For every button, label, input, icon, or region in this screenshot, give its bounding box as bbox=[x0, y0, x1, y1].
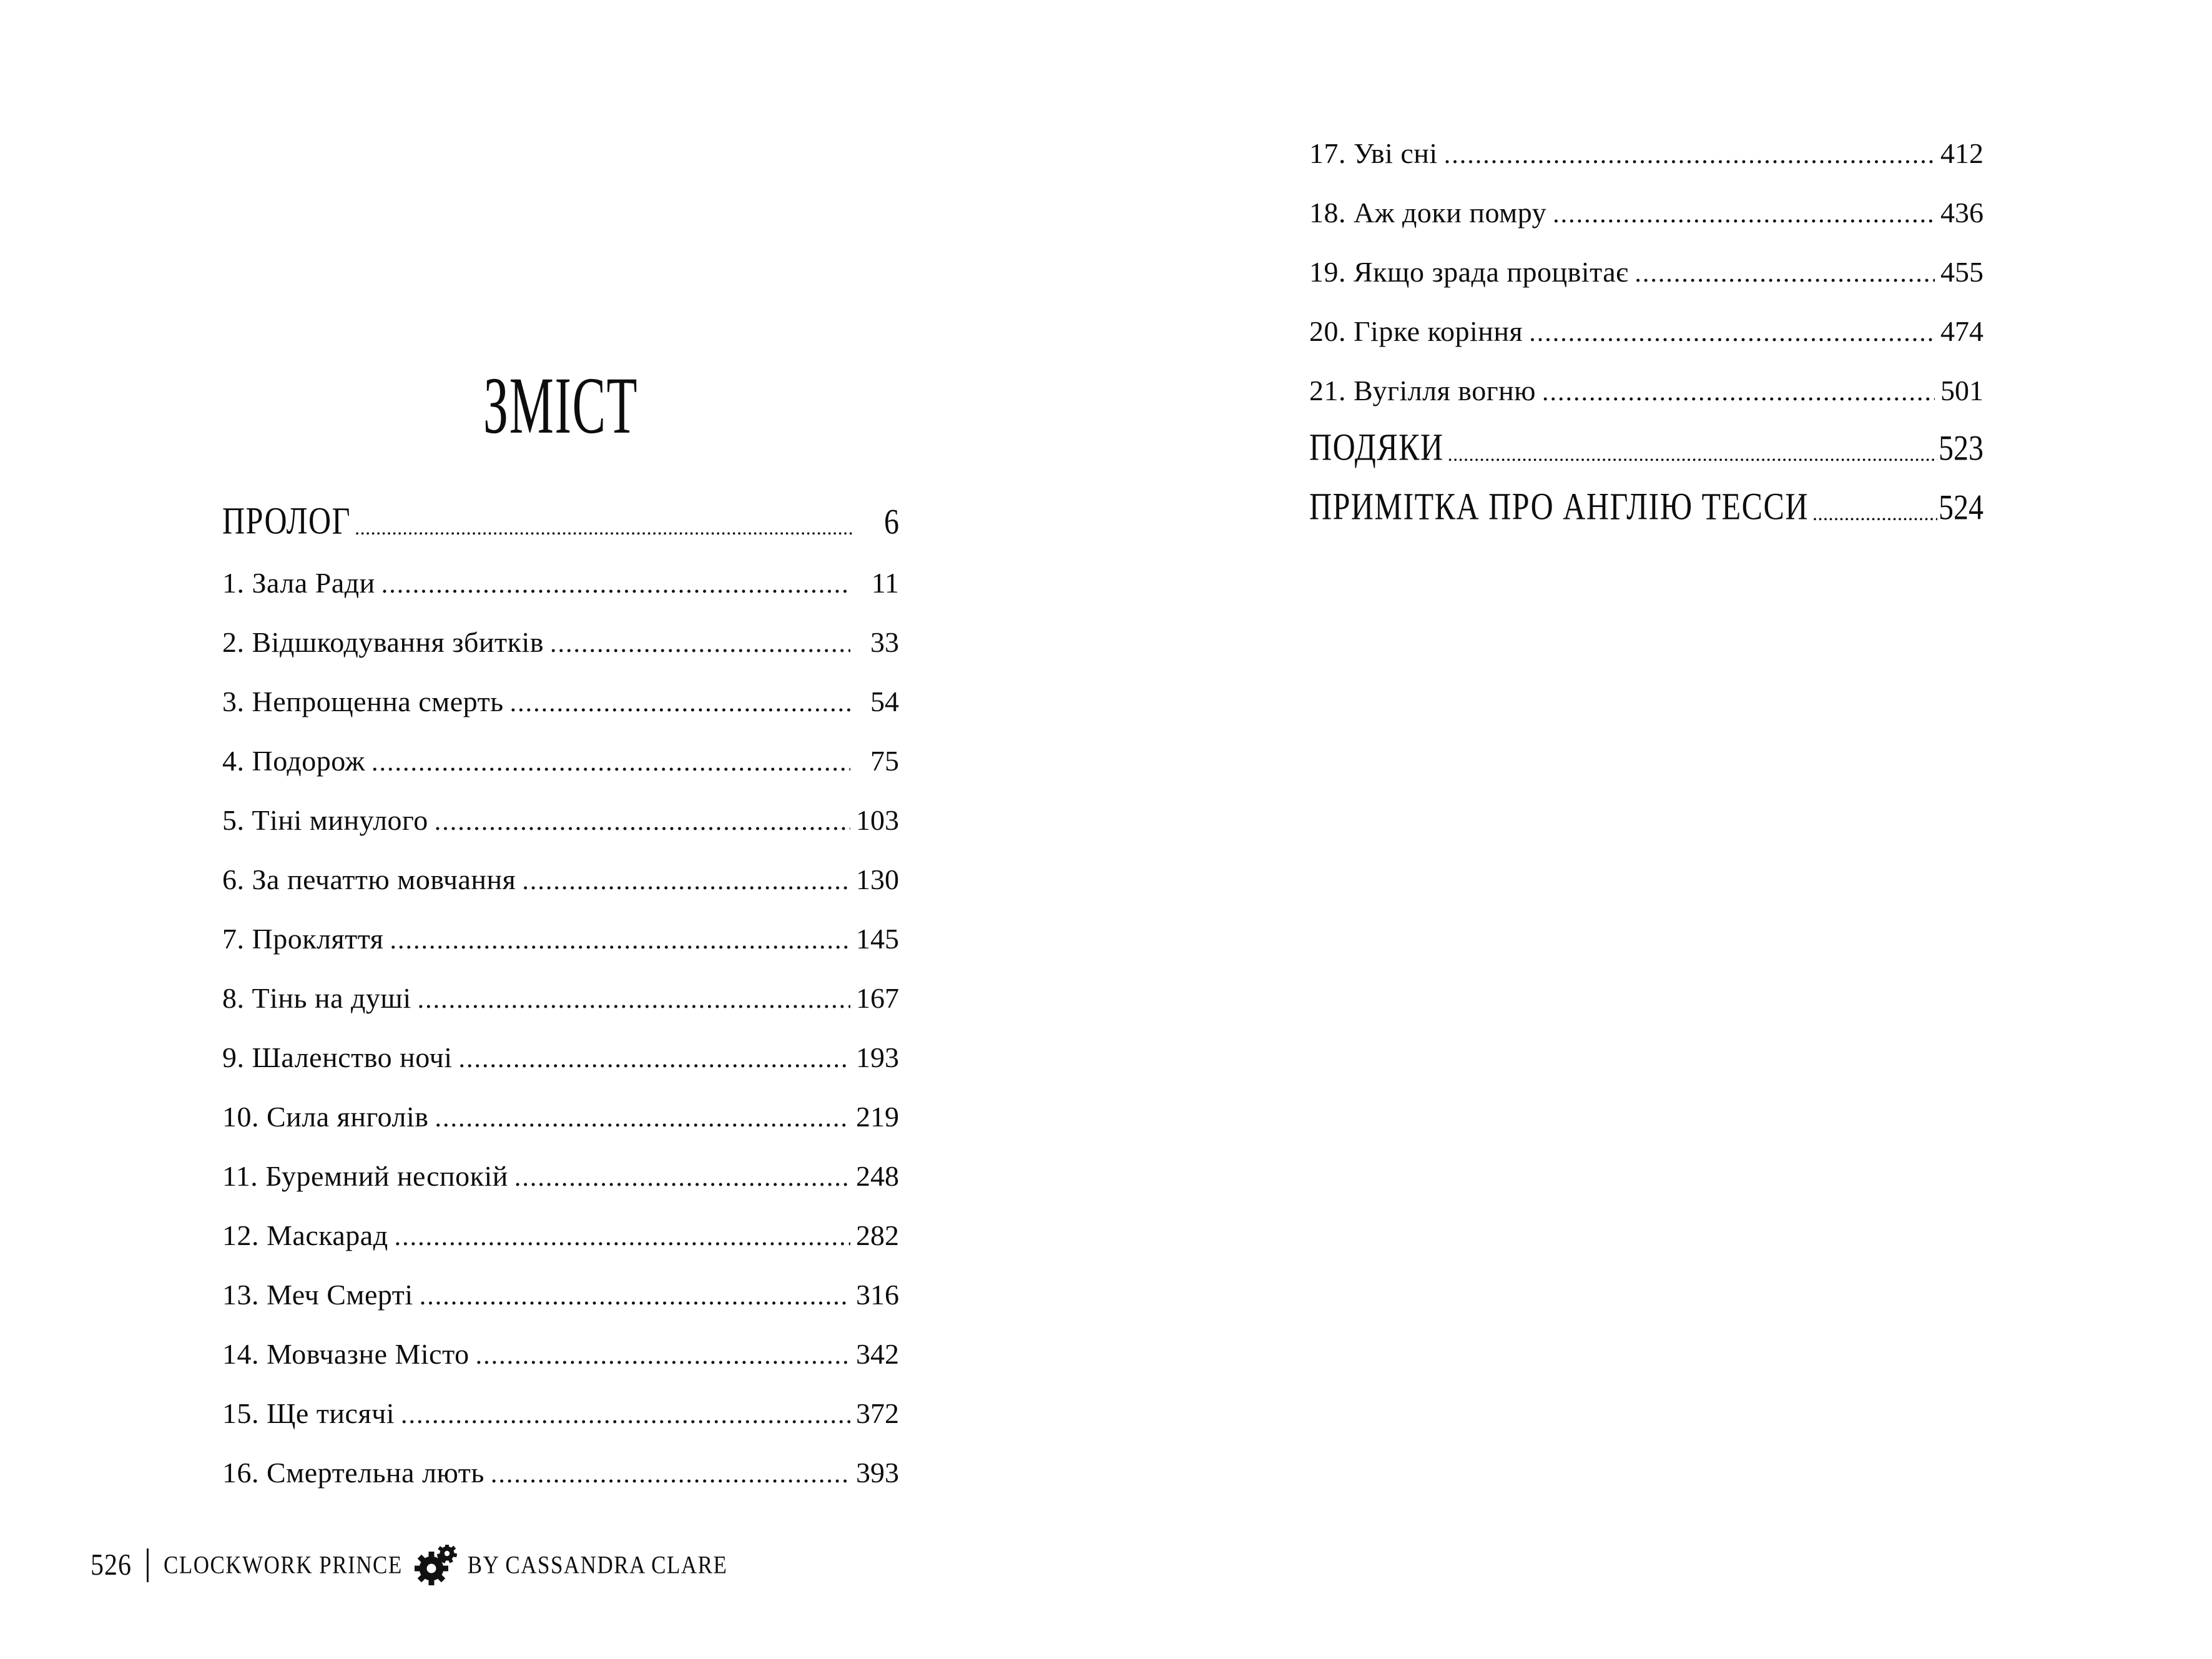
toc-entry-page-number: 524 bbox=[1939, 488, 1983, 528]
toc-entry-page-number: 167 bbox=[856, 982, 899, 1014]
dot-leader bbox=[491, 1459, 850, 1489]
toc-entry bbox=[222, 568, 899, 598]
toc-entry-title: 20. Гірке коріння bbox=[1309, 315, 1523, 347]
dot-leader bbox=[381, 569, 850, 599]
toc-entry-title: 3. Непрощенна смерть bbox=[222, 686, 504, 717]
toc-entry-title: 18. Аж доки помру bbox=[1309, 197, 1547, 229]
toc-entry-page-number: 11 bbox=[871, 567, 899, 599]
toc-entry bbox=[1309, 317, 1983, 347]
toc-entry-title: 4. Подорож bbox=[222, 745, 365, 777]
toc-entry-title: 12. Маскарад bbox=[222, 1219, 388, 1251]
dot-leader bbox=[1812, 498, 1937, 528]
contents-title: ЗМІСТ bbox=[483, 360, 639, 451]
toc-entry-page-number: 342 bbox=[856, 1338, 899, 1370]
toc-entry-page-number: 248 bbox=[856, 1160, 899, 1192]
toc-entry-title: 21. Вугілля вогню bbox=[1309, 375, 1536, 406]
toc-entry-page-number: 282 bbox=[856, 1219, 899, 1251]
footer-book-title: CLOCKWORK PRINCE bbox=[164, 1551, 403, 1579]
dot-leader bbox=[418, 985, 850, 1015]
toc-entry bbox=[222, 746, 899, 776]
dot-leader bbox=[1444, 140, 1935, 170]
toc-entry-page-number: 393 bbox=[856, 1457, 899, 1489]
toc-entry-page-number: 523 bbox=[1939, 428, 1983, 468]
toc-entry-title: ПОДЯКИ bbox=[1309, 425, 1444, 468]
footer-byline: BY CASSANDRA CLARE bbox=[467, 1551, 728, 1579]
toc-entry-page-number: 130 bbox=[856, 864, 899, 895]
toc-entry bbox=[1309, 485, 1983, 528]
toc-entry bbox=[222, 1280, 899, 1310]
toc-entry-page-number: 33 bbox=[870, 626, 899, 658]
toc-entry bbox=[222, 924, 899, 954]
toc-entry bbox=[222, 1043, 899, 1073]
toc-entry-page-number: 316 bbox=[856, 1279, 899, 1311]
toc-right-list bbox=[1309, 137, 1983, 528]
toc-entry-page-number: 219 bbox=[856, 1101, 899, 1133]
dot-leader bbox=[401, 1400, 850, 1430]
toc-entry-title: 6. За печаттю мовчання bbox=[222, 864, 516, 895]
toc-entry bbox=[222, 1221, 899, 1251]
toc-left-column bbox=[222, 0, 899, 1517]
dot-leader bbox=[458, 1044, 850, 1074]
contents-title-wrap bbox=[222, 360, 899, 451]
gears-icon bbox=[413, 1545, 458, 1586]
toc-entry bbox=[222, 687, 899, 717]
toc-entry-title: 2. Відшкодування збитків bbox=[222, 626, 544, 658]
dot-leader bbox=[514, 1163, 850, 1193]
toc-entry-page-number: 103 bbox=[856, 804, 899, 836]
dot-leader bbox=[550, 629, 850, 659]
toc-entry-title: 17. Уві сні bbox=[1309, 137, 1438, 169]
toc-entry-page-number: 193 bbox=[856, 1041, 899, 1073]
toc-entry-title: 7. Прокляття bbox=[222, 923, 384, 955]
page-footer bbox=[91, 1543, 727, 1587]
toc-entry-title: 10. Сила янголів bbox=[222, 1101, 429, 1133]
toc-entry-title: ПРОЛОГ bbox=[222, 499, 351, 542]
toc-entry-title: 8. Тінь на душі bbox=[222, 982, 411, 1014]
toc-entry bbox=[222, 1458, 899, 1488]
dot-leader bbox=[390, 925, 850, 955]
toc-entry bbox=[222, 499, 899, 542]
toc-entry bbox=[222, 1161, 899, 1191]
toc-entry-page-number: 474 bbox=[1940, 315, 1983, 347]
dot-leader bbox=[1553, 199, 1935, 229]
footer-divider bbox=[147, 1548, 149, 1582]
toc-entry-title: 13. Меч Смерті bbox=[222, 1279, 413, 1311]
toc-entry bbox=[222, 1399, 899, 1429]
toc-entry-page-number: 412 bbox=[1940, 137, 1983, 169]
toc-entry-page-number: 455 bbox=[1940, 256, 1983, 288]
toc-entry-title: ПРИМІТКА ПРО АНГЛІЮ ТЕССИ bbox=[1309, 485, 1809, 528]
toc-entry-page-number: 6 bbox=[884, 502, 899, 542]
toc-entry bbox=[222, 805, 899, 835]
toc-entry bbox=[222, 1102, 899, 1132]
toc-entry-page-number: 54 bbox=[870, 686, 899, 717]
toc-entry bbox=[1309, 198, 1983, 228]
toc-entry bbox=[1309, 425, 1983, 468]
toc-entry-title: 11. Буремний неспокій bbox=[222, 1160, 508, 1192]
toc-entry bbox=[1309, 139, 1983, 169]
toc-left-list bbox=[222, 499, 899, 1489]
dot-leader bbox=[371, 747, 850, 777]
toc-entry bbox=[1309, 257, 1983, 287]
folio-page-number: 526 bbox=[91, 1548, 132, 1582]
toc-entry-title: 1. Зала Ради bbox=[222, 567, 375, 599]
dot-leader bbox=[1448, 439, 1937, 469]
toc-entry-title: 5. Тіні минулого bbox=[222, 804, 428, 836]
toc-entry bbox=[1309, 376, 1983, 406]
toc-entry bbox=[222, 983, 899, 1013]
toc-entry-title: 19. Якщо зрада процвітає bbox=[1309, 256, 1629, 288]
dot-leader bbox=[420, 1281, 850, 1311]
toc-entry-title: 16. Смертельна лють bbox=[222, 1457, 484, 1489]
dot-leader bbox=[435, 1103, 850, 1133]
dot-leader bbox=[435, 807, 850, 837]
dot-leader bbox=[355, 513, 853, 543]
toc-entry-page-number: 372 bbox=[856, 1397, 899, 1429]
toc-entry-page-number: 436 bbox=[1940, 197, 1983, 229]
toc-entry bbox=[222, 1339, 899, 1369]
toc-entry-title: 15. Ще тисячі bbox=[222, 1397, 395, 1429]
dot-leader bbox=[1529, 318, 1935, 348]
toc-entry-title: 9. Шаленство ночі bbox=[222, 1041, 453, 1073]
toc-entry-page-number: 75 bbox=[870, 745, 899, 777]
dot-leader bbox=[1634, 258, 1935, 288]
toc-entry-title: 14. Мовчазне Місто bbox=[222, 1338, 469, 1370]
dot-leader bbox=[510, 688, 850, 718]
toc-right-column bbox=[1309, 0, 1983, 554]
toc-entry-page-number: 501 bbox=[1940, 375, 1983, 406]
toc-entry-page-number: 145 bbox=[856, 923, 899, 955]
dot-leader bbox=[1542, 377, 1935, 407]
dot-leader bbox=[476, 1341, 850, 1371]
dot-leader bbox=[395, 1222, 850, 1252]
dot-leader bbox=[522, 866, 850, 896]
toc-entry bbox=[222, 865, 899, 895]
toc-entry bbox=[222, 628, 899, 657]
